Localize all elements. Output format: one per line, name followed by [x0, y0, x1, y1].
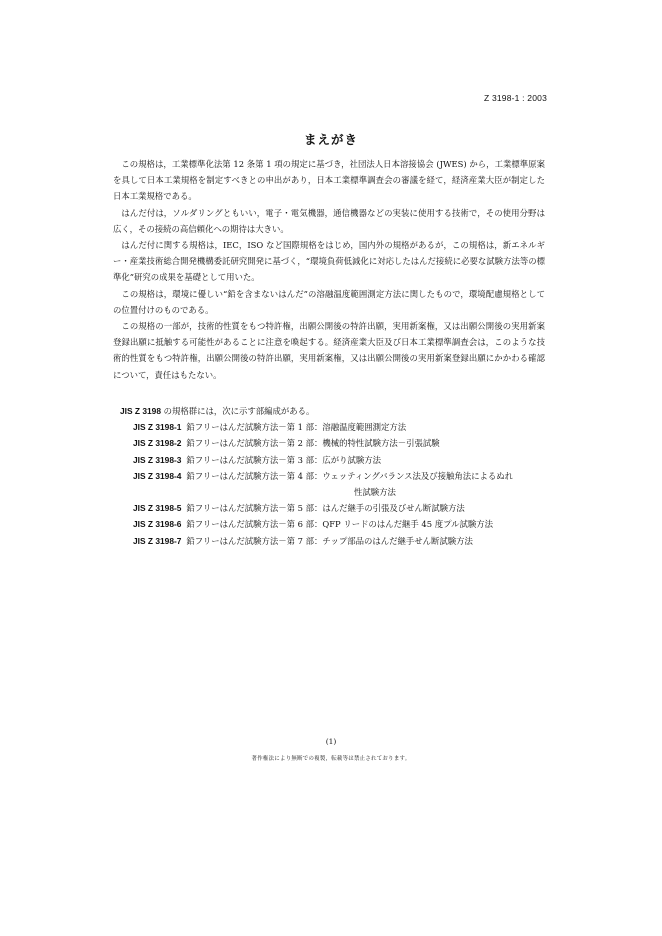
- series-item: [133, 500, 553, 516]
- series-item: [133, 516, 553, 532]
- series-intro-code: JIS Z 3198: [120, 406, 161, 416]
- series-item: [133, 533, 553, 549]
- standard-title: 鉛フリーはんだ試験方法－第 1 部：溶融温度範囲測定方法: [186, 422, 407, 433]
- standard-title-wrapped: [186, 468, 553, 484]
- foreword-paragraph-2: はんだ付は，ソルダリングともいい，電子・電気機器，通信機器などの実装に使用する技術で，その使用分野は広く，その接続の高信頼化への期待は大きい。: [113, 207, 545, 234]
- standard-code: JIS Z 3198-4: [133, 470, 182, 481]
- page-number: (1): [325, 737, 337, 746]
- standard-title: 鉛フリーはんだ試験方法－第 2 部：機械的特性試験方法－引張試験: [186, 438, 440, 449]
- series-intro: [120, 403, 553, 419]
- standard-title-line-1: 鉛フリーはんだ試験方法－第 4 部：ウェッティングバランス法及び接触角法によるぬれ: [186, 470, 514, 481]
- foreword-body: [113, 156, 545, 383]
- standard-title: 鉛フリーはんだ試験方法－第 5 部：はんだ継手の引張及びせん断試験方法: [186, 503, 465, 514]
- standard-code: JIS Z 3198-5: [133, 503, 182, 514]
- series-item: [133, 419, 553, 435]
- standard-code: JIS Z 3198-2: [133, 438, 182, 449]
- series-item-continuation: [133, 484, 553, 500]
- foreword-paragraph-5: この規格の一部が，技術的性質をもつ特許権，出願公開後の特許出願，実用新案権，又は出願公開後の実用新案登録出願に抵触する可能性があることに注意を喚起する。経済産業大臣及び日本工業標準調査会は，このような技術的性質をもつ特許権，出願公開後の特許出願，実用新案権，又は出願公開後の実用新案登録出願にかかわる確認について，責任はもたない。: [113, 321, 545, 380]
- standard-code: JIS Z 3198-1: [133, 422, 182, 433]
- page-title: まえがき: [303, 132, 358, 147]
- standard-code: JIS Z 3198-3: [133, 454, 182, 465]
- series-item: [133, 435, 553, 451]
- standard-title: 鉛フリーはんだ試験方法－第 3 部：広がり試験方法: [186, 454, 381, 465]
- standard-code: JIS Z 3198-7: [133, 535, 182, 546]
- series-list: [113, 419, 553, 549]
- standard-title: 鉛フリーはんだ試験方法－第 7 部：チップ部品のはんだ継手せん断試験方法: [186, 535, 473, 546]
- foreword-paragraph-1: この規格は，工業標準化法第 12 条第 1 項の規定に基づき，社団法人日本溶接協会 (JWES) から，工業標準原案を具して日本工業規格を制定すべきとの申出があり，日本工業標準調査会の審議を経て，経済産業大臣が制定した日本工業規格である。: [113, 159, 545, 202]
- foreword-paragraph-3: はんだ付に関する規格は，IEC，ISO など国際規格をはじめ，国内外の規格があるが，この規格は，新エネルギー・産業技術総合開発機構委託研究開発に基づく，“環境負荷低減化に対応したはんだ接続に必要な試験方法等の標準化”研究の成果を基礎として用いた。: [113, 240, 545, 283]
- foreword-paragraph-4: この規格は，環境に優しい“鉛を含まないはんだ”の溶融温度範囲測定方法に関したもので，環境配慮規格としての位置付けのものである。: [113, 288, 545, 315]
- series-item: [133, 468, 553, 484]
- series-item: [133, 452, 553, 468]
- copyright-notice: 著作権法により無断での複製，転載等は禁止されております。: [251, 756, 411, 762]
- series-intro-text: の規格群には，次に示す部編成がある。: [160, 406, 315, 416]
- standard-title: 鉛フリーはんだ試験方法－第 6 部：QFP リードのはんだ継手 45 度プル試験方法: [186, 519, 493, 530]
- standard-series-section: [113, 403, 553, 549]
- standard-title-line-2: 性試験方法: [354, 487, 396, 498]
- document-number: Z 3198-1 : 2003: [483, 93, 547, 103]
- standard-code: JIS Z 3198-6: [133, 519, 182, 530]
